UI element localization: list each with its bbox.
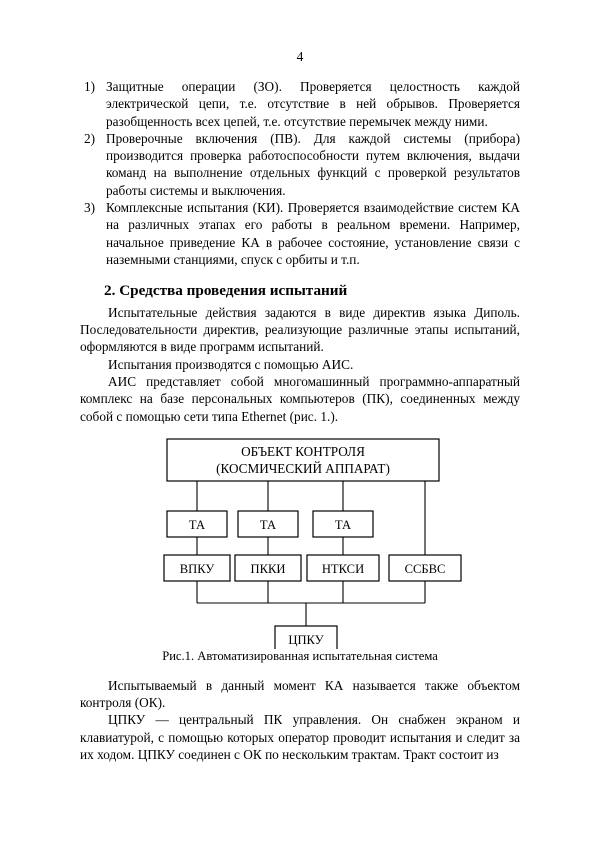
figure-diagram xyxy=(80,437,520,649)
tail-paragraph-1: Испытываемый в данный момент КА называется также объектом контроля (ОК). xyxy=(80,677,520,711)
list-item-text: Комплексные испытания (КИ). Проверяется взаимодействие систем КА на различных этапах его работы в реальном времени. Например, начальное приведение КА в рабочее состояние, установление связи с наземными станциями, спуск с орбиты и т.п. xyxy=(106,199,520,267)
list-item-text: Проверочные включения (ПВ). Для каждой системы (прибора) производится проверка работоспособности путем включения, выдачи команд на выполнение отдельных функций с проверкой результатов работы системы и выключения. xyxy=(106,130,520,198)
node-ta-2-label: ТА xyxy=(259,517,277,532)
numbered-list xyxy=(80,78,520,268)
node-ntksi-label: НТКСИ xyxy=(321,561,365,576)
list-item xyxy=(80,78,520,130)
page-content xyxy=(80,78,520,763)
list-item-marker: 3) xyxy=(84,199,96,215)
node-vpku-label: ВПКУ xyxy=(179,561,215,576)
node-ssbvs-label: ССБВС xyxy=(404,561,446,576)
section-heading: 2. Средства проведения испытаний xyxy=(104,282,348,300)
figure-caption: Рис.1. Автоматизированная испытательная система xyxy=(162,648,438,663)
section-paragraph-2: Испытания производятся с помощью АИС. xyxy=(108,356,354,372)
figure-automated-test-system xyxy=(80,437,520,677)
node-object-of-control-line2: (КОСМИЧЕСКИЙ АППАРАТ) xyxy=(216,460,390,476)
tail-paragraph-2: ЦПКУ — центральный ПК управления. Он снабжен экраном и клавиатурой, с помощью которых оператор проводит испытания и следит за их ходом. ЦПКУ соединен с ОК по нескольким трактам. Тракт состоит из xyxy=(80,712,520,762)
node-object-of-control-line1: ОБЪЕКТ КОНТРОЛЯ xyxy=(241,443,365,459)
node-ta-1-label: ТА xyxy=(188,517,206,532)
list-item-marker: 2) xyxy=(84,130,96,146)
node-pkki-label: ПККИ xyxy=(250,561,286,576)
page-number: 4 xyxy=(296,49,304,64)
node-ta-3-label: ТА xyxy=(334,517,352,532)
list-item-text: Защитные операции (ЗО). Проверяется целостность каждой электрической цепи, т.е. отсутствие в ней обрывов. Проверяется разобщенность всех цепей, т.е. отсутствие перемычек между ними. xyxy=(106,79,520,129)
section-paragraph-3: АИС представляет собой многомашинный программно-аппаратный комплекс на базе персональных компьютеров (ПК), соединенных между собой с помощью сети типа Ethernet (рис. 1.). xyxy=(80,373,520,424)
list-item-marker: 1) xyxy=(84,79,96,94)
list-item xyxy=(80,130,520,199)
list-item xyxy=(80,199,520,268)
node-cpku-label: ЦПКУ xyxy=(288,632,324,647)
section-paragraph-1: Испытательные действия задаются в виде директив языка Диполь. Последовательности директив, реализующие различные этапы испытаний, оформляются в виде программ испытаний. xyxy=(80,304,520,355)
